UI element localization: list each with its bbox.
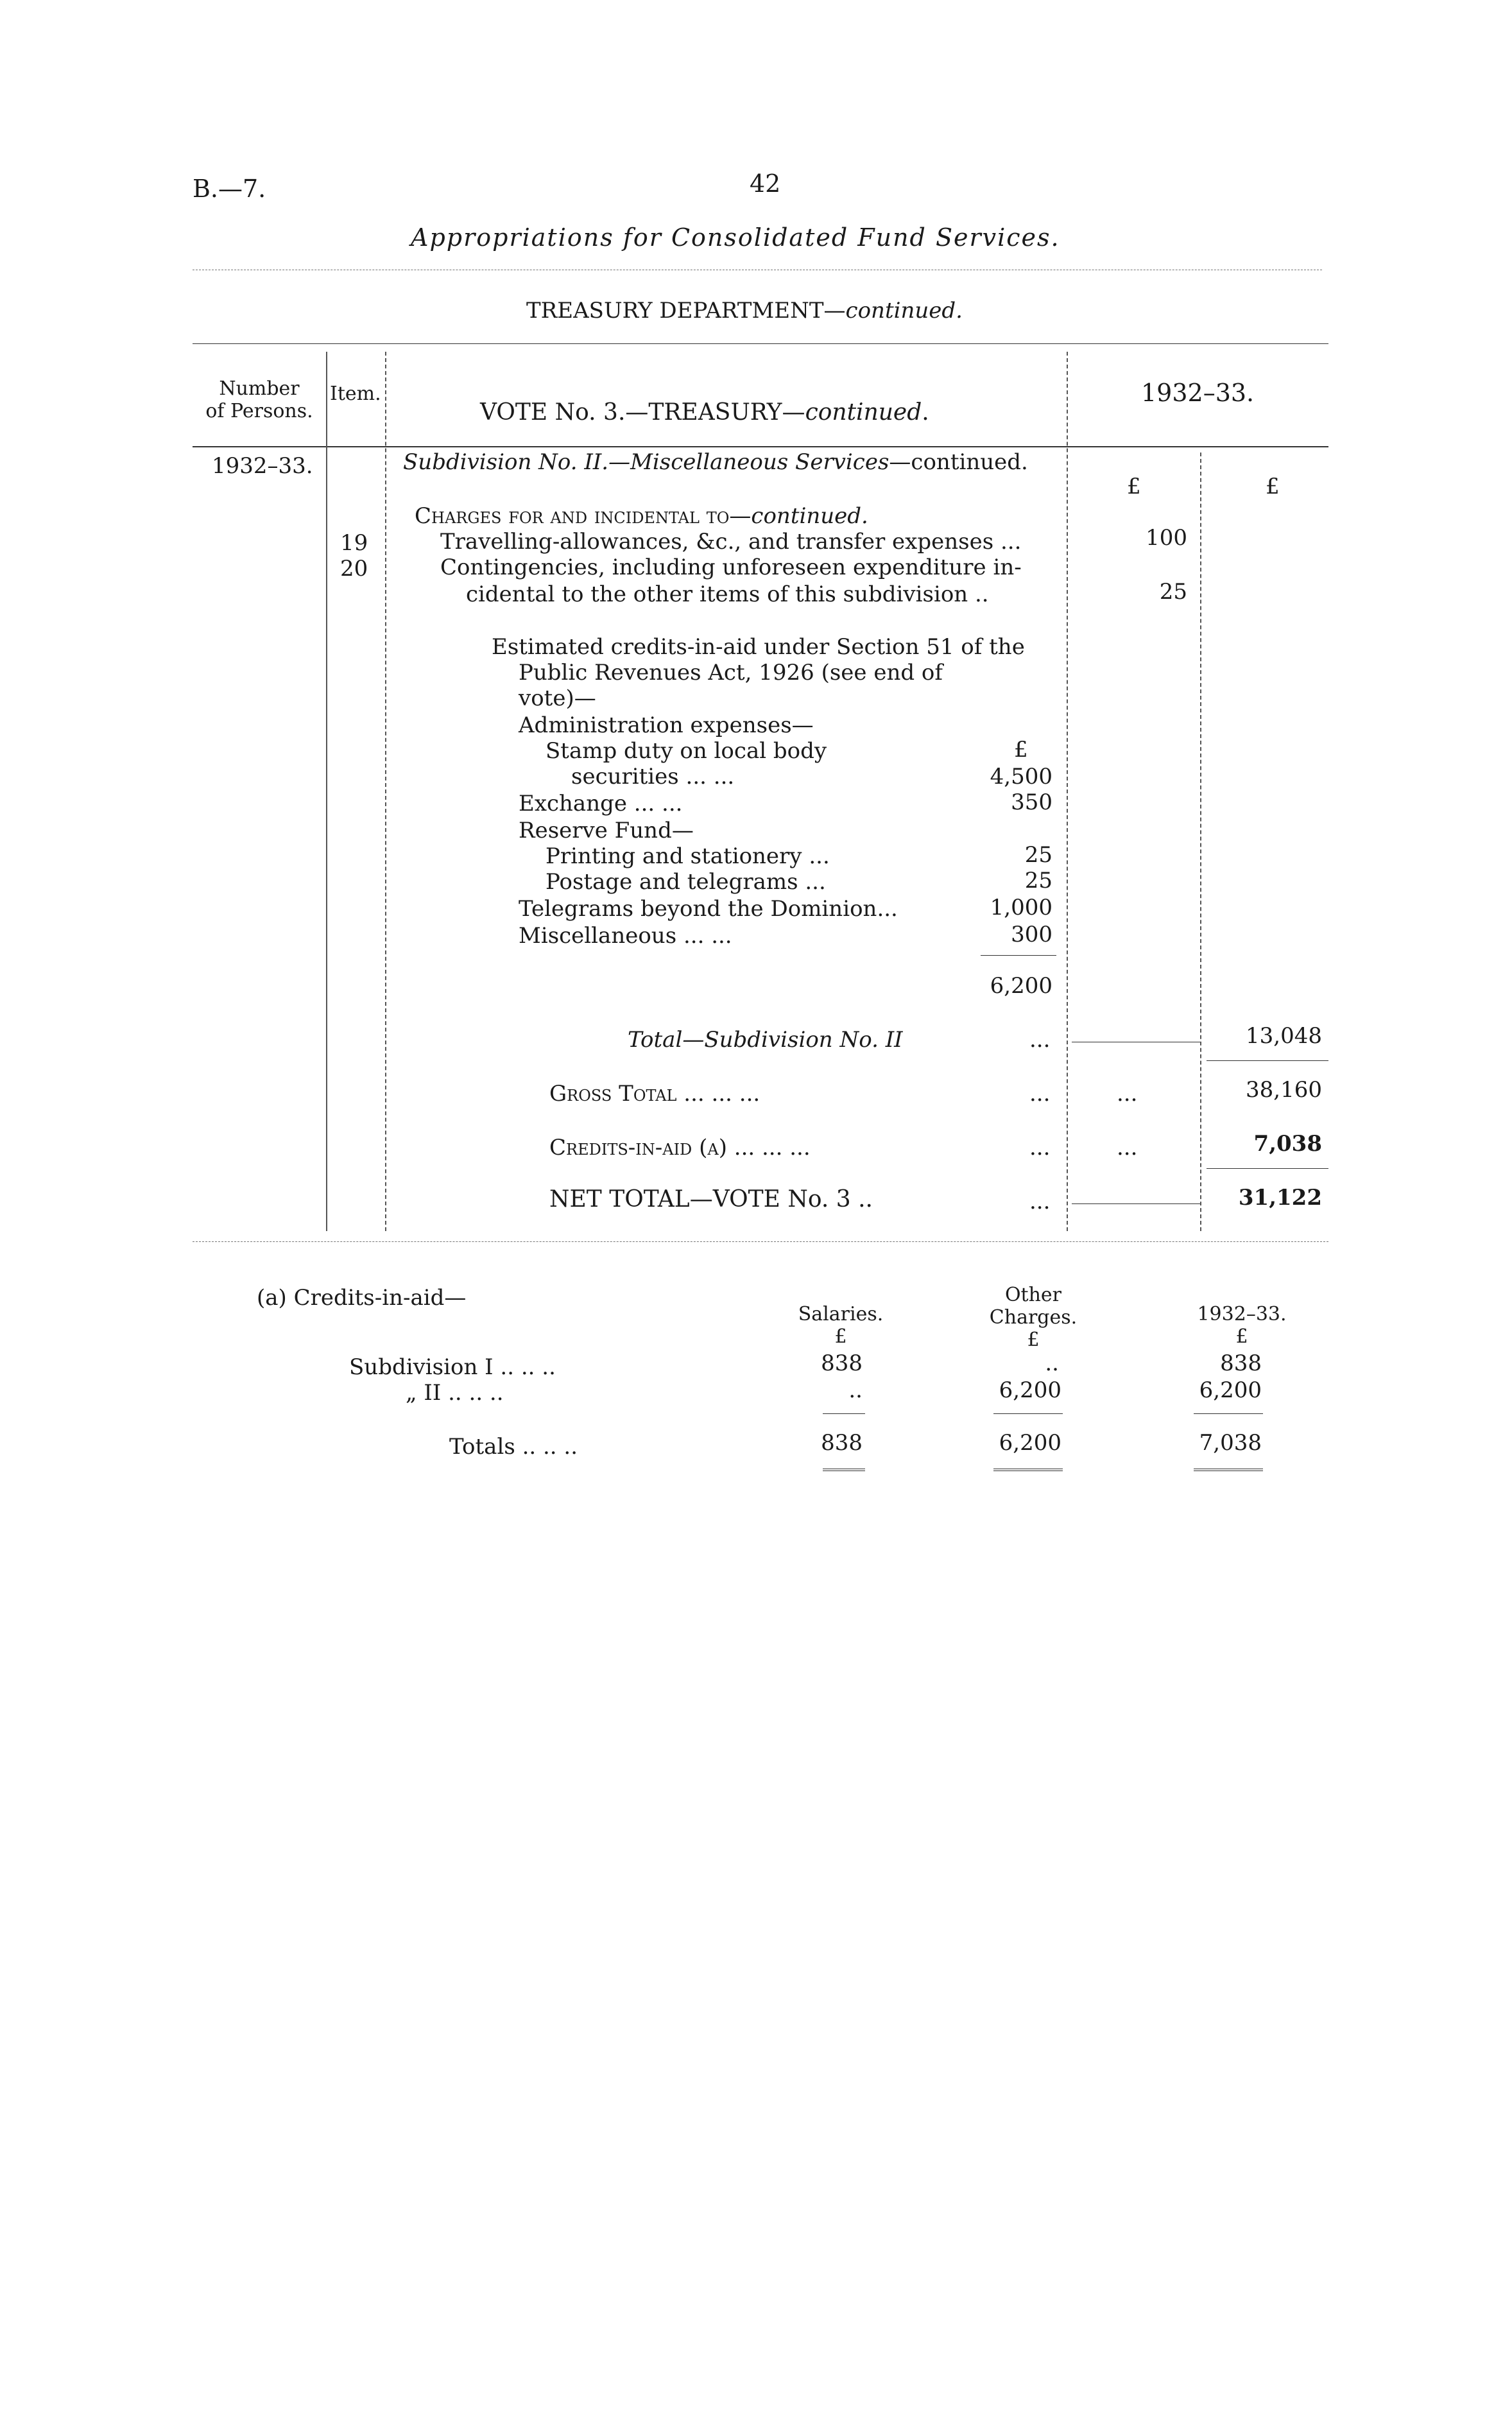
footnote-total-cell: 838 <box>821 1430 863 1456</box>
gross-total-value: 38,160 <box>1246 1077 1322 1103</box>
header-number-persons: Number of Persons. <box>205 377 313 422</box>
item-description: Travelling-allowances, &c., and transfer expenses ... <box>440 529 1022 555</box>
credit-row-value: 25 <box>1024 868 1052 893</box>
page-number: 42 <box>750 169 781 198</box>
total-rule <box>1207 1168 1328 1169</box>
header-year: 1932–33. <box>1141 379 1255 407</box>
total-subdivision-value: 13,048 <box>1246 1023 1322 1049</box>
col-divider-item <box>385 352 386 1231</box>
footnote-cell: .. <box>1045 1350 1059 1376</box>
footnote-col-year: 1932–33. £ <box>1197 1303 1287 1348</box>
footnote-rule <box>993 1413 1063 1414</box>
header-item: Item. <box>330 383 381 405</box>
subdivision-heading: Subdivision No. II.—Miscellaneous Services—continued. <box>403 449 1028 475</box>
pound-sign-col1: £ <box>1127 474 1141 499</box>
col-divider-amount <box>1200 453 1201 1231</box>
footnote-cell: .. <box>848 1377 863 1403</box>
footnote-total-cell: 6,200 <box>999 1430 1061 1456</box>
credit-row-value: 1,000 <box>990 895 1052 920</box>
page-title: Appropriations for Consolidated Fund Services. <box>411 223 1060 252</box>
credit-row-label: Miscellaneous ... ... <box>519 923 732 949</box>
credit-row-label: Printing and stationery ... <box>546 843 830 869</box>
net-total-label: NET TOTAL—VOTE No. 3 .. <box>549 1186 873 1212</box>
total-dots: ... <box>1029 1189 1051 1214</box>
item-number: 20 <box>340 556 368 582</box>
credit-row-label: Reserve Fund— <box>519 818 694 843</box>
item-amount: 100 <box>1146 525 1187 551</box>
col-divider-persons <box>326 352 327 1231</box>
credits-in-aid-col1: ... <box>1117 1135 1138 1160</box>
footnote-rule <box>823 1413 865 1414</box>
department-heading: TREASURY DEPARTMENT—continued. <box>526 298 963 323</box>
footnote-col-salaries: Salaries. £ <box>798 1303 884 1348</box>
footnote-double-rule <box>823 1469 865 1471</box>
item-number: 19 <box>340 530 368 556</box>
item-amount: 25 <box>1159 579 1187 605</box>
document-ref: B.—7. <box>193 175 266 203</box>
col-divider-desc <box>1067 352 1068 1231</box>
table-header-rule <box>193 446 1328 447</box>
credits-in-aid-value: 7,038 <box>1253 1131 1322 1157</box>
total-dots: ... <box>1029 1081 1051 1107</box>
credits-total: 6,200 <box>990 973 1052 999</box>
credits-in-aid-label: Credits-in-aid (a) ... ... ... <box>549 1135 811 1160</box>
item-description-cont: cidental to the other items of this subdivision .. <box>466 582 989 607</box>
credit-row-value: 300 <box>1011 922 1052 947</box>
table-bottom-rule <box>193 1241 1328 1242</box>
pound-sign-col2: £ <box>1266 474 1280 499</box>
credit-row-label: Postage and telegrams ... <box>546 869 826 895</box>
footnote-row-label: „ II .. .. .. <box>406 1380 504 1406</box>
footnote-double-rule <box>993 1469 1063 1471</box>
credit-row-value: 350 <box>1011 789 1052 815</box>
table-top-rule <box>193 343 1328 344</box>
total-dash <box>1072 1203 1200 1204</box>
header-vote: VOTE No. 3.—TREASURY—continued. <box>480 399 929 426</box>
gross-total-label: Gross Total ... ... ... <box>549 1081 760 1107</box>
footnote-double-rule <box>1194 1469 1263 1471</box>
footnote-rule <box>1194 1413 1263 1414</box>
charges-heading: Charges for and incidental to—continued. <box>415 503 868 529</box>
net-total-value: 31,122 <box>1238 1185 1322 1211</box>
footnote-cell: 838 <box>821 1350 863 1376</box>
footnote-totals-label: Totals .. .. .. <box>449 1434 578 1460</box>
credit-row-value: 4,500 <box>990 764 1052 789</box>
gross-total-col1: ... <box>1117 1081 1138 1107</box>
total-dots: ... <box>1029 1027 1051 1053</box>
total-rule <box>1207 1060 1328 1061</box>
credits-sum-rule <box>981 955 1056 956</box>
credit-row-value: 25 <box>1024 842 1052 868</box>
credits-line: vote)— <box>519 686 596 711</box>
credits-pound-sign: £ <box>1014 737 1028 763</box>
footnote-cell: 6,200 <box>999 1377 1061 1403</box>
total-dots: ... <box>1029 1135 1051 1160</box>
credits-line: Public Revenues Act, 1926 (see end of <box>519 660 943 686</box>
credit-row-label: Exchange ... ... <box>519 791 683 816</box>
credits-line: Administration expenses— <box>519 712 814 738</box>
credits-line: Estimated credits-in-aid under Section 51 of the <box>492 634 1025 660</box>
footnote-title: (a) Credits-in-aid— <box>257 1285 467 1311</box>
credit-row-label: securities ... ... <box>571 764 735 789</box>
credit-row-label: Telegrams beyond the Dominion... <box>519 896 898 922</box>
item-description: Contingencies, including unforeseen expenditure in- <box>440 555 1022 580</box>
footnote-cell: 838 <box>1220 1350 1262 1376</box>
credit-row-label: Stamp duty on local body <box>546 738 827 764</box>
footnote-total-cell: 7,038 <box>1199 1430 1262 1456</box>
footnote-cell: 6,200 <box>1199 1377 1262 1403</box>
footnote-col-other-charges: Other Charges. £ <box>989 1284 1078 1351</box>
total-subdivision-label: Total—Subdivision No. II <box>628 1027 903 1053</box>
footnote-row-label: Subdivision I .. .. .. <box>349 1354 556 1380</box>
persons-year: 1932–33. <box>212 453 313 479</box>
